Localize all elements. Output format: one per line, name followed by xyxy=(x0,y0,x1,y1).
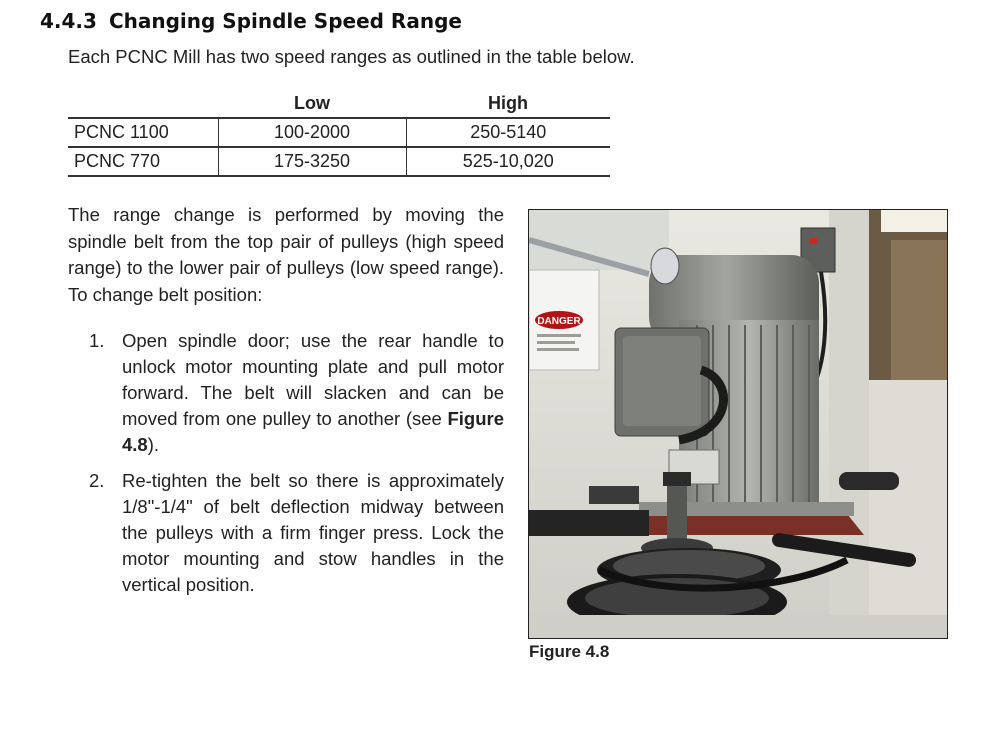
row-high: 250-5140 xyxy=(406,118,610,147)
header-high: High xyxy=(406,90,610,118)
spindle-motor-photo xyxy=(528,209,948,639)
list-item xyxy=(84,468,504,598)
row-low: 100-2000 xyxy=(218,118,406,147)
step-text: Open spindle door; use the rear handle to unlock motor mounting plate and pull motor forward. The belt will slacken and can be moved from one pulley to another (see xyxy=(122,330,504,429)
danger-label: DANGER xyxy=(537,316,581,327)
procedure-paragraph: The range change is performed by moving the spindle belt from the top pair of pulleys (high speed range) to the lower pair of pulleys (low speed range). To change belt position: xyxy=(68,204,504,305)
figure-reference: Figure 4.8 xyxy=(122,408,504,455)
row-model: PCNC 770 xyxy=(68,147,218,176)
row-model: PCNC 1100 xyxy=(68,118,218,147)
intro-text: Each PCNC Mill has two speed ranges as outlined in the table below. xyxy=(68,46,635,67)
step-number: 2. xyxy=(89,470,105,491)
header-model xyxy=(68,90,218,118)
figure-caption: Figure 4.8 xyxy=(529,642,610,661)
table-row xyxy=(68,118,610,147)
procedure-steps xyxy=(84,328,504,598)
table-header-row xyxy=(68,90,610,118)
table-row xyxy=(68,147,610,176)
step-text-end: ). xyxy=(147,434,160,455)
section-number: 4.4.3 xyxy=(40,9,97,33)
section-title: Changing Spindle Speed Range xyxy=(108,9,462,33)
step-number: 1. xyxy=(89,330,105,351)
section-heading xyxy=(40,9,462,33)
step-text: Re-tighten the belt so there is approximately 1/8"-1/4" of belt deflection midway between the pulleys with a firm finger press. Lock the motor mounting and stow handles in the vertical position. xyxy=(122,470,504,595)
row-high: 525-10,020 xyxy=(406,147,610,176)
list-item xyxy=(84,328,504,458)
speed-range-table xyxy=(68,90,610,177)
row-low: 175-3250 xyxy=(218,147,406,176)
header-low: Low xyxy=(218,90,406,118)
